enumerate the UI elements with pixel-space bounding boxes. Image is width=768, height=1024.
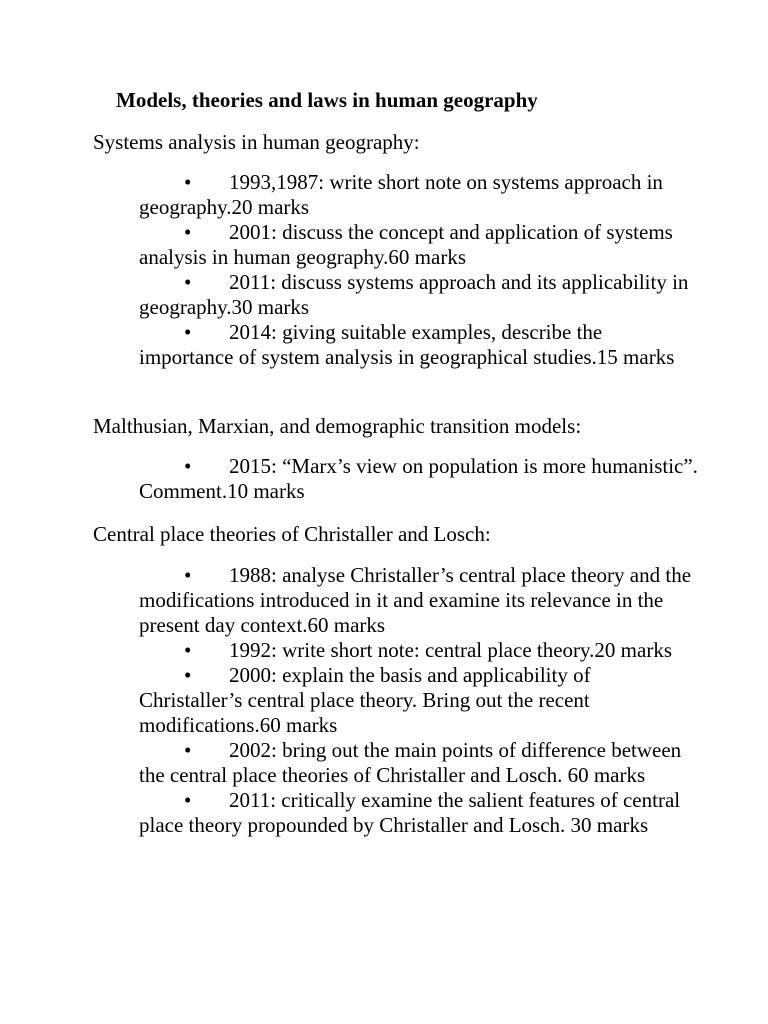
list-item-text: 1993,1987: write short note on systems approach in geography.20 marks (139, 170, 663, 219)
section-list-population-models (139, 454, 699, 504)
list-item-text: 2000: explain the basis and applicability of Christaller’s central place theory. Bring out the recent modifications.60 marks (139, 663, 591, 737)
bullet-icon: • (184, 738, 192, 762)
list-item-text: 2001: discuss the concept and application of systems analysis in human geography.60 marks (139, 220, 673, 269)
list-item (139, 170, 699, 220)
list-item (139, 454, 699, 504)
section-heading-systems-analysis: Systems analysis in human geography: (93, 130, 420, 154)
bullet-icon: • (184, 270, 192, 294)
section-heading-central-place: Central place theories of Christaller and Losch: (93, 522, 491, 546)
bullet-icon: • (184, 563, 192, 587)
document-title: Models, theories and laws in human geography (116, 88, 538, 112)
list-item (139, 270, 699, 320)
bullet-icon: • (184, 638, 192, 662)
list-item (139, 320, 699, 370)
bullet-icon: • (184, 170, 192, 194)
bullet-icon: • (184, 663, 192, 687)
list-item-text: 2014: giving suitable examples, describe the importance of system analysis in geographical studies.15 marks (139, 320, 675, 369)
list-item (139, 563, 699, 638)
list-item-text: 2011: discuss systems approach and its applicability in geography.30 marks (139, 270, 689, 319)
list-item-text: 2002: bring out the main points of difference between the central place theories of Christaller and Losch. 60 marks (139, 738, 682, 787)
list-item (139, 638, 699, 663)
section-list-central-place (139, 563, 699, 838)
bullet-icon: • (184, 220, 192, 244)
bullet-icon: • (184, 454, 192, 478)
list-item (139, 738, 699, 788)
list-item-text: 1988: analyse Christaller’s central place theory and the modifications introduced in it and examine its relevance in the present day context.60 marks (139, 563, 692, 637)
list-item (139, 663, 699, 738)
bullet-icon: • (184, 788, 192, 812)
bullet-icon: • (184, 320, 192, 344)
list-item (139, 788, 699, 838)
list-item (139, 220, 699, 270)
section-list-systems-analysis (139, 170, 699, 370)
section-heading-population-models: Malthusian, Marxian, and demographic transition models: (93, 414, 582, 438)
list-item-text: 2015: “Marx’s view on population is more humanistic”. Comment.10 marks (139, 454, 698, 503)
list-item-text: 1992: write short note: central place theory.20 marks (229, 638, 672, 662)
list-item-text: 2011: critically examine the salient features of central place theory propounded by Christaller and Losch. 30 marks (139, 788, 681, 837)
